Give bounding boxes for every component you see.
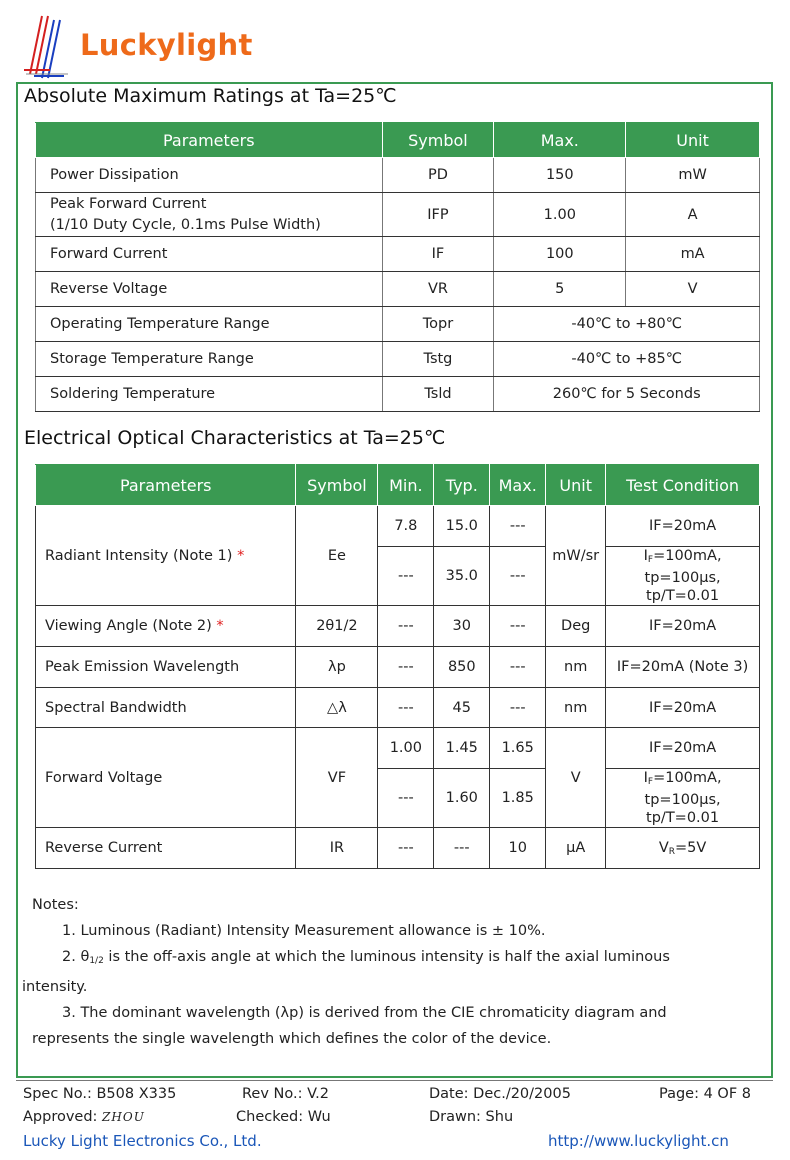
min-cell: --- <box>378 769 434 828</box>
website-link[interactable]: http://www.luckylight.cn <box>548 1132 729 1150</box>
typ-cell: 1.60 <box>434 769 490 828</box>
param-cell: Operating Temperature Range <box>36 307 383 342</box>
table-row <box>36 342 760 377</box>
drawn: Drawn: Shu <box>429 1109 514 1125</box>
table-row <box>36 828 760 869</box>
param-label: Radiant Intensity (Note 1) <box>45 547 233 564</box>
symbol-cell: VF <box>296 728 378 828</box>
max-cell: --- <box>490 647 546 688</box>
unit-cell: A <box>626 193 760 237</box>
table-header-row <box>36 465 760 506</box>
table-row <box>36 506 760 547</box>
table-row <box>36 193 760 237</box>
max-cell: --- <box>490 506 546 547</box>
typ-cell: --- <box>434 828 490 869</box>
note-star: * <box>216 618 224 634</box>
unit-cell: nm <box>546 647 606 688</box>
min-cell: --- <box>378 606 434 647</box>
condition-cell: IF=20mA <box>606 728 760 769</box>
param-cell <box>36 506 296 606</box>
symbol-cell: Tsld <box>382 377 494 412</box>
condition-cell: IF=20mA <box>606 506 760 547</box>
note-2-text: is the off-axis angle at which the luminous intensity is half the axial luminous <box>103 949 670 965</box>
footer-divider <box>16 1080 773 1081</box>
note-1: 1. Luminous (Radiant) Intensity Measurement allowance is ± 10%. <box>62 923 546 939</box>
param-line-1: Peak Forward Current <box>50 195 207 212</box>
luckylight-logo-icon <box>20 14 76 80</box>
symbol-cell: VR <box>382 272 494 307</box>
min-cell: --- <box>378 688 434 728</box>
spec-number: Spec No.: B508 X335 <box>23 1086 177 1102</box>
cond-pulse: tp=100μs, <box>644 792 721 808</box>
company-name: Lucky Light Electronics Co., Ltd. <box>23 1132 262 1150</box>
col-header-max: Max. <box>494 123 626 158</box>
note-2-continued: intensity. <box>22 979 88 995</box>
col-header-test-condition: Test Condition <box>606 465 760 506</box>
symbol-cell: Topr <box>382 307 494 342</box>
unit-cell: μA <box>546 828 606 869</box>
param-cell: Reverse Voltage <box>36 272 383 307</box>
typ-cell: 35.0 <box>434 547 490 606</box>
table-row <box>36 606 760 647</box>
typ-cell: 45 <box>434 688 490 728</box>
symbol-cell: λp <box>296 647 378 688</box>
cond-duty: tp/T=0.01 <box>646 588 720 604</box>
cond-current: =100mA, <box>653 548 722 564</box>
cond-i: I <box>643 770 648 786</box>
abs-max-title: Absolute Maximum Ratings at Ta=25℃ <box>24 85 397 107</box>
cond-sub: R <box>668 846 676 857</box>
max-cell: 260℃ for 5 Seconds <box>494 377 760 412</box>
date: Date: Dec./20/2005 <box>429 1086 571 1102</box>
max-cell: 100 <box>494 237 626 272</box>
approved-label: Approved: <box>23 1109 98 1125</box>
unit-cell: V <box>546 728 606 828</box>
min-cell: --- <box>378 547 434 606</box>
page-header <box>0 0 790 82</box>
note-2-prefix: 2. θ <box>62 949 90 965</box>
unit-cell: mA <box>626 237 760 272</box>
condition-cell <box>606 828 760 869</box>
max-cell: 1.00 <box>494 193 626 237</box>
unit-cell: mW <box>626 158 760 193</box>
min-cell: --- <box>378 828 434 869</box>
rev-number: Rev No.: V.2 <box>242 1086 329 1102</box>
max-cell: -40℃ to +85℃ <box>494 342 760 377</box>
notes-heading: Notes: <box>32 897 79 913</box>
symbol-cell: 2θ1/2 <box>296 606 378 647</box>
unit-cell: V <box>626 272 760 307</box>
min-cell: 7.8 <box>378 506 434 547</box>
cond-duty: tp/T=0.01 <box>646 810 720 826</box>
approved <box>23 1109 145 1125</box>
table-row <box>36 647 760 688</box>
typ-cell: 15.0 <box>434 506 490 547</box>
col-header-max: Max. <box>490 465 546 506</box>
abs-max-table <box>35 122 760 412</box>
table-row <box>36 377 760 412</box>
condition-cell <box>606 547 760 606</box>
param-cell <box>36 606 296 647</box>
param-label: Viewing Angle (Note 2) <box>45 618 212 634</box>
table-row <box>36 688 760 728</box>
col-header-symbol: Symbol <box>382 123 494 158</box>
cond-current: =100mA, <box>653 770 722 786</box>
col-header-parameters: Parameters <box>36 123 383 158</box>
cond-sub: F <box>647 555 654 565</box>
col-header-typ: Typ. <box>434 465 490 506</box>
symbol-cell: IR <box>296 828 378 869</box>
eo-title: Electrical Optical Characteristics at Ta=25℃ <box>24 427 446 449</box>
unit-cell: nm <box>546 688 606 728</box>
approved-signature: ZHOU <box>102 1110 145 1124</box>
table-row <box>36 728 760 769</box>
typ-cell: 850 <box>434 647 490 688</box>
param-cell: Peak Emission Wavelength <box>36 647 296 688</box>
min-cell: 1.00 <box>378 728 434 769</box>
symbol-cell: PD <box>382 158 494 193</box>
param-cell: Forward Current <box>36 237 383 272</box>
note-3-continued: represents the single wavelength which defines the color of the device. <box>32 1031 552 1047</box>
param-cell: Soldering Temperature <box>36 377 383 412</box>
unit-cell: Deg <box>546 606 606 647</box>
max-cell: -40℃ to +80℃ <box>494 307 760 342</box>
cond-sub: F <box>647 777 654 787</box>
cond-i: I <box>643 548 648 564</box>
param-cell: Forward Voltage <box>36 728 296 828</box>
note-star: * <box>237 547 245 564</box>
max-cell: 1.65 <box>490 728 546 769</box>
max-cell: --- <box>490 606 546 647</box>
typ-cell: 30 <box>434 606 490 647</box>
note-2-sub: 1/2 <box>89 956 104 966</box>
condition-cell: IF=20mA <box>606 688 760 728</box>
symbol-cell: Tstg <box>382 342 494 377</box>
col-header-unit: Unit <box>626 123 760 158</box>
cond-v: V <box>658 839 669 856</box>
table-row <box>36 272 760 307</box>
table-row <box>36 307 760 342</box>
col-header-parameters: Parameters <box>36 465 296 506</box>
param-cell: Power Dissipation <box>36 158 383 193</box>
checked: Checked: Wu <box>236 1109 331 1125</box>
param-line-2: (1/10 Duty Cycle, 0.1ms Pulse Width) <box>50 216 321 233</box>
col-header-unit: Unit <box>546 465 606 506</box>
note-3: 3. The dominant wavelength (λp) is derived from the CIE chromaticity diagram and <box>62 1005 667 1021</box>
note-2 <box>22 944 762 974</box>
table-row <box>36 237 760 272</box>
max-cell: 10 <box>490 828 546 869</box>
max-cell: 1.85 <box>490 769 546 828</box>
param-cell: Reverse Current <box>36 828 296 869</box>
symbol-cell: △λ <box>296 688 378 728</box>
max-cell: --- <box>490 547 546 606</box>
page-number: Page: 4 OF 8 <box>659 1086 752 1102</box>
condition-cell: IF=20mA <box>606 606 760 647</box>
eo-table <box>35 464 760 869</box>
max-cell: --- <box>490 688 546 728</box>
col-header-min: Min. <box>378 465 434 506</box>
symbol-cell: Ee <box>296 506 378 606</box>
brand-name: Luckylight <box>80 28 253 62</box>
symbol-cell: IFP <box>382 193 494 237</box>
min-cell: --- <box>378 647 434 688</box>
table-header-row <box>36 123 760 158</box>
table-row <box>36 158 760 193</box>
param-cell: Spectral Bandwidth <box>36 688 296 728</box>
param-cell <box>36 193 383 237</box>
condition-cell: IF=20mA (Note 3) <box>606 647 760 688</box>
unit-cell: mW/sr <box>546 506 606 606</box>
param-cell: Storage Temperature Range <box>36 342 383 377</box>
symbol-cell: IF <box>382 237 494 272</box>
max-cell: 150 <box>494 158 626 193</box>
condition-cell <box>606 769 760 828</box>
cond-value: =5V <box>675 839 707 856</box>
col-header-symbol: Symbol <box>296 465 378 506</box>
cond-pulse: tp=100μs, <box>644 570 721 586</box>
max-cell: 5 <box>494 272 626 307</box>
typ-cell: 1.45 <box>434 728 490 769</box>
notes-section <box>22 892 762 1052</box>
